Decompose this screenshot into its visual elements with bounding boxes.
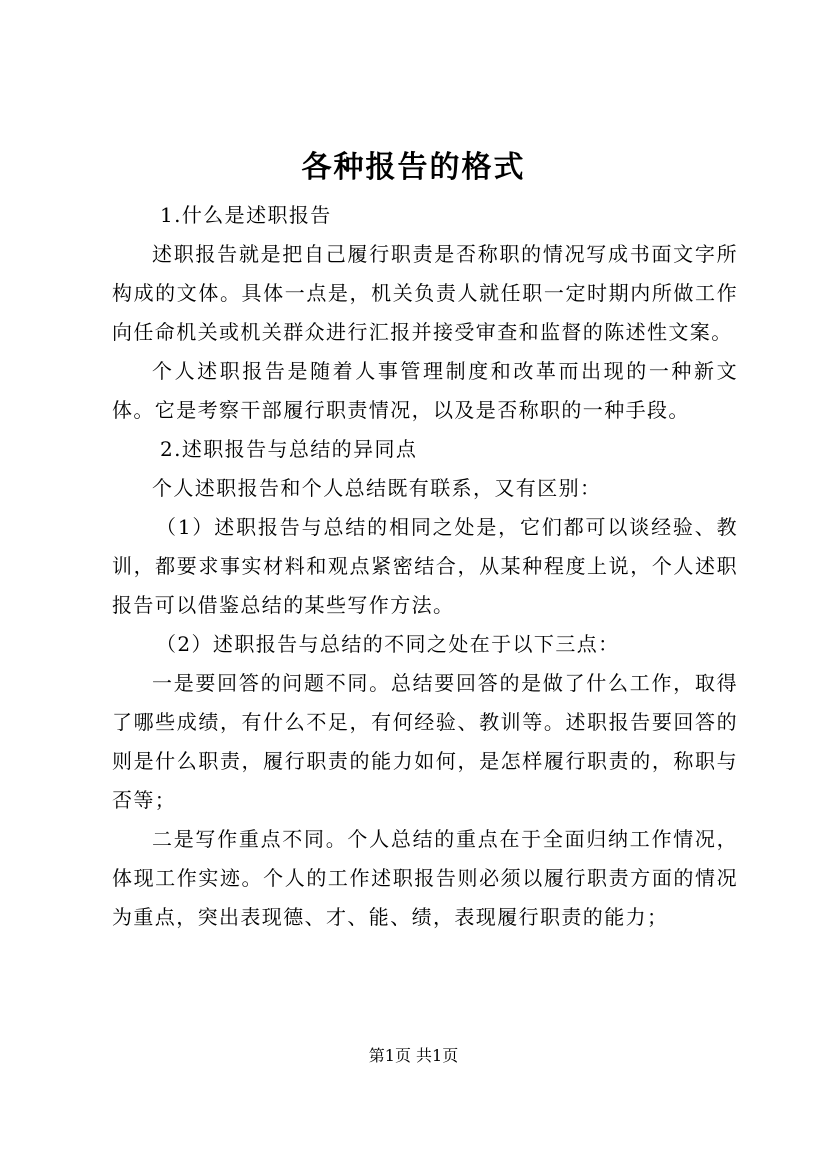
paragraph-new-genre: 个人述职报告是随着人事管理制度和改革而出现的一种新文体。它是考察干部履行职责情况，以及是否称职的一种手段。 [112,359,738,422]
paragraph-relation: 个人述职报告和个人总结既有联系，又有区别： [152,476,602,500]
paragraph-difference-1: 一是要回答的问题不同。总结要回答的是做了什么工作，取得了哪些成绩，有什么不足，有何经验、教训等。述职报告要回答的则是什么职责，履行职责的能力如何，是怎样履行职责的，称职与否等； [112,671,738,812]
document-body [112,196,738,937]
paragraph-differences-intro: （2）述职报告与总结的不同之处在于以下三点： [156,632,620,656]
paragraph-definition: 述职报告就是把自己履行职责是否称职的情况写成书面文字所构成的文体。具体一点是，机关负责人就任职一定时期内所做工作向任命机关或机关群众进行汇报并接受审查和监督的陈述性文案。 [112,242,738,344]
document-title: 各种报告的格式 [301,150,526,185]
section-heading-2: 2.述职报告与总结的异同点 [160,437,418,461]
page-footer: 第1页 共1页 [368,1046,459,1065]
paragraph-difference-2: 二是写作重点不同。个人总结的重点在于全面归纳工作情况，体现工作实迹。个人的工作述职报告则必须以履行职责方面的情况为重点，突出表现德、才、能、绩，表现履行职责的能力； [112,827,738,929]
section-heading-1: 1.什么是述职报告 [160,203,332,227]
paragraph-similarities: （1）述职报告与总结的相同之处是，它们都可以谈经验、教训，都要求事实材料和观点紧密结合，从某种程度上说，个人述职报告可以借鉴总结的某些写作方法。 [112,515,738,617]
